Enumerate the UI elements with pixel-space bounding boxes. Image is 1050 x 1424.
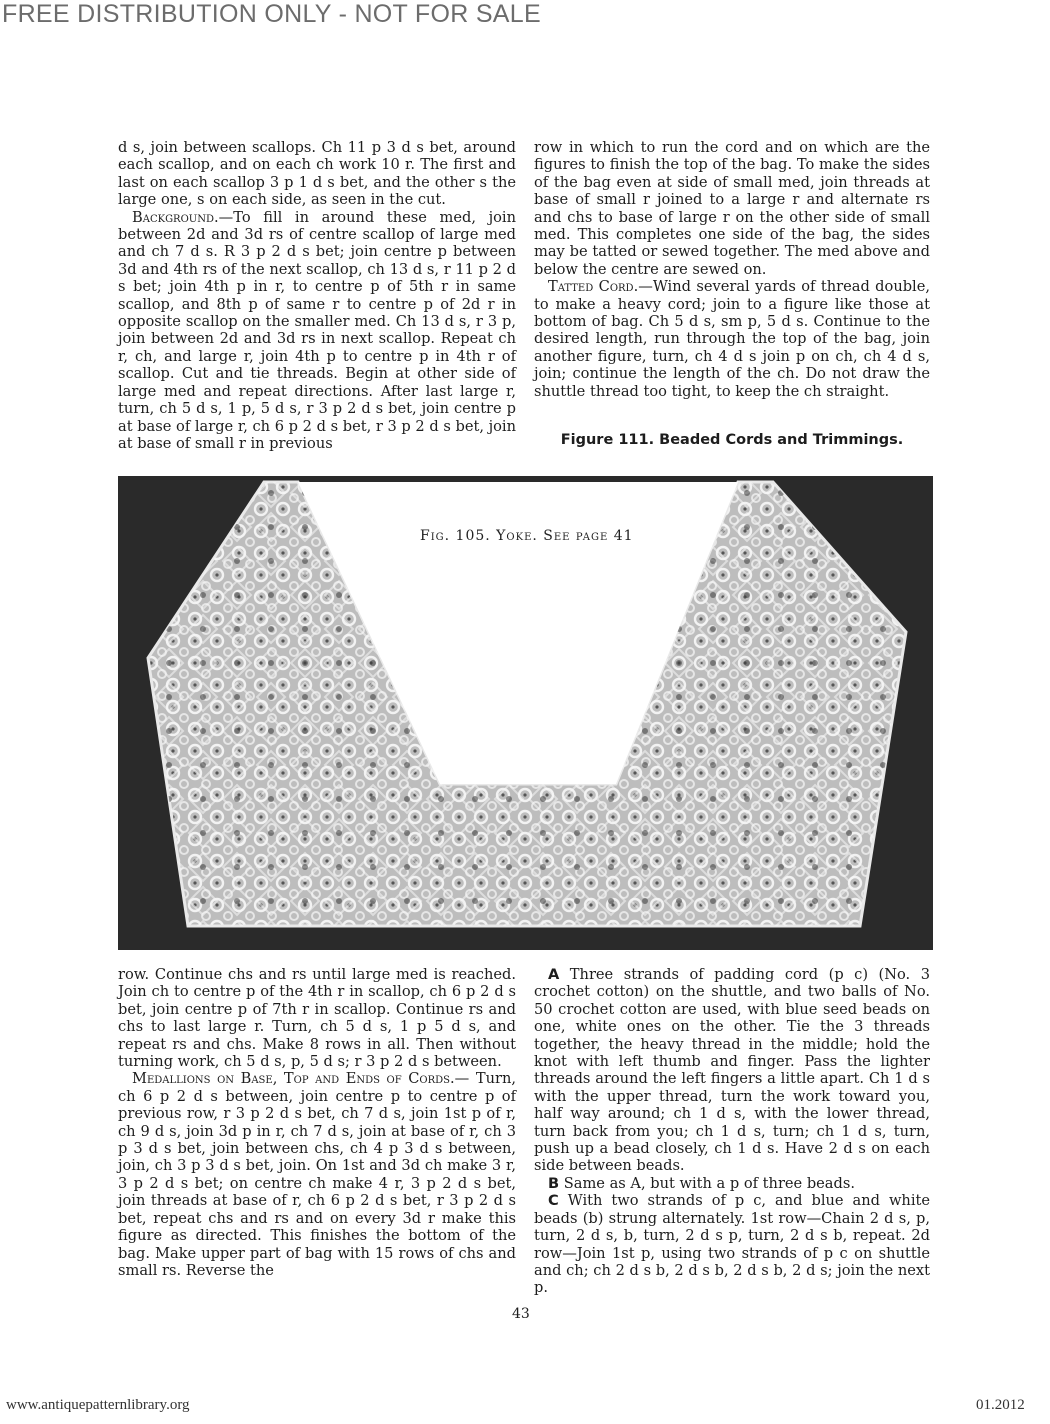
item-text: Same as A, but with a p of three beads.: [559, 1174, 855, 1192]
item-label: B: [548, 1174, 560, 1192]
section-heading: Background.: [132, 208, 219, 226]
text-column-bottom-left: [118, 966, 516, 1279]
text-column-top-left: [118, 139, 516, 452]
footer-url: www.antiquepatternlibrary.org: [6, 1397, 190, 1413]
paragraph-body: — Turn, ch 6 p 2 d s between, join centre p to centre p of previous row, r 3 p 2 d s bet, ch 7 d s, join 1st p of r, ch 9 d s, join 3d p in r, ch 7 d s, join at base of r, ch 3 p 3 d s bet, join between chs, ch 4 p 3 d s between, join, ch 3 p 3 d s bet, join. On 1st and 3d ch make 3 r, 3 p 2 d s bet; on centre ch make 4 r, 3 p 2 d s bet, join threads at base of r, ch 6 p 2 d s bet, r 3 p 2 d s bet, repeat chs and rs and on every 3d r make this figure as directed. This finishes the bottom of the bag. Make upper part of bag with 15 rows of chs and small rs. Reverse the: [118, 1070, 516, 1279]
paragraph-tatted-cord: [534, 278, 930, 400]
paragraph: row in which to run the cord and on which are the figures to finish the top of the bag. To make the sides of the bag even at side of small med, join threads at base of small r joined to a large r and alternate rs and chs to base of large r on the other side of small med. This completes one side of the bag, the sides may be tatted or sewed together. The med above and below the centre are sewed on.: [534, 139, 930, 278]
item-label: A: [548, 966, 560, 983]
paragraph-a: [534, 966, 930, 1175]
item-text: Three strands of padding cord (p c) (No. 3 crochet cotton) on the shuttle, and two balls of No. 50 crochet cotton are used, with blue seed beads on one, white ones on the other. Tie the 3 threads together, the heavy thread in the middle; hold the knot with left thumb and finger. Pass the lighter threads around the left fingers a little apart. Ch 1 d s with the upper thread, turn the work toward you, half way around; ch 1 d s, with the lower thread, turn back from you; ch 1 d s, turn; ch 1 d s, turn, push up a bead closely, ch 1 d s. Have 2 d s on each side between beads.: [534, 966, 930, 1175]
figure-title: Figure 111. Beaded Cords and Trimmings.: [560, 432, 904, 448]
section-heading: Tatted Cord.: [548, 278, 639, 296]
figure-caption: [420, 528, 634, 544]
section-heading: Medallions on Base, Top and Ends of Cords.: [132, 1070, 455, 1088]
text-column-top-right: [534, 139, 930, 400]
paragraph-body: —To fill in around these med, join between 2d and 3d rs of centre scallop of large med and ch 7 d s. R 3 p 2 d s bet; join centre p between 3d and 4th rs of the next scallop, ch 13 d s, r 11 p 2 d s bet; join 4th p in r, to centre p of 5th r in same scallop, and 8th p of same r to centre p of 2d r in opposite scallop on the smaller med. Ch 13 d s, r 3 p, join between 2d and 3d rs in next scallop. Repeat ch r, ch, and large r, join 4th p to centre p in 4th r of scallop. Cut and tie threads. Begin at other side of large med and repeat directions. After last large r, turn, ch 5 d s, 1 p, 5 d s, r 3 p 2 d s bet, join centre p at base of large r, ch 6 p 2 d s bet, r 3 p 2 d s bet, join at base of small r in previous: [118, 208, 516, 452]
paragraph-body: —Wind several yards of thread double, to make a heavy cord; join to a figure like those at bottom of bag. Ch 5 d s, sm p, 5 d s. Continue to the desired length, run through the top of the bag, join another figure, turn, ch 4 d s join p on ch, ch 4 d s, join; continue the length of the ch. Do not draw the shuttle thread too tight, to keep the ch straight.: [534, 278, 930, 400]
yoke-photo: [118, 476, 933, 950]
text-column-bottom-right: [534, 966, 930, 1297]
paragraph-b: [534, 1175, 930, 1192]
page-number: 43: [512, 1306, 530, 1322]
caption-text: Fig. 105. Yoke. See page 41: [420, 528, 634, 544]
paragraph: d s, join between scallops. Ch 11 p 3 d s bet, around each scallop, and on each ch work 10 r. The first and last on each scallop 3 p 1 d s bet, and the other s the large one, s on each side, as seen in the cut.: [118, 139, 516, 209]
paragraph-medallions: [118, 1070, 516, 1279]
paragraph: row. Continue chs and rs until large med is reached. Join ch to centre p of the 4th r in scallop, ch 6 p 2 d s bet, join centre p of 7th r in scallop. Continue rs and chs to last large r. Turn, ch 5 d s, 1 p 5 d s, and repeat rs and chs. Make 8 rows in all. Then without turning work, ch 5 d s, p, 5 d s; r 3 p 2 d s between.: [118, 966, 516, 1071]
paragraph-c: [534, 1192, 930, 1296]
item-label: C: [548, 1192, 559, 1210]
footer-date: 01.2012: [976, 1397, 1025, 1413]
distribution-banner: FREE DISTRIBUTION ONLY - NOT FOR SALE: [2, 0, 541, 28]
item-text: With two strands of p c, and blue and white beads (b) strung alternately. 1st row—Chain 2 d s, p, turn, 2 d s, b, turn, 2 d s p, turn, 2 d s b, repeat. 2d row—Join 1st p, using two strands of p c on shuttle and ch; ch 2 d s b, 2 d s b, 2 d s b, 2 d s; join the next p.: [534, 1192, 930, 1297]
paragraph-background: [118, 209, 516, 453]
